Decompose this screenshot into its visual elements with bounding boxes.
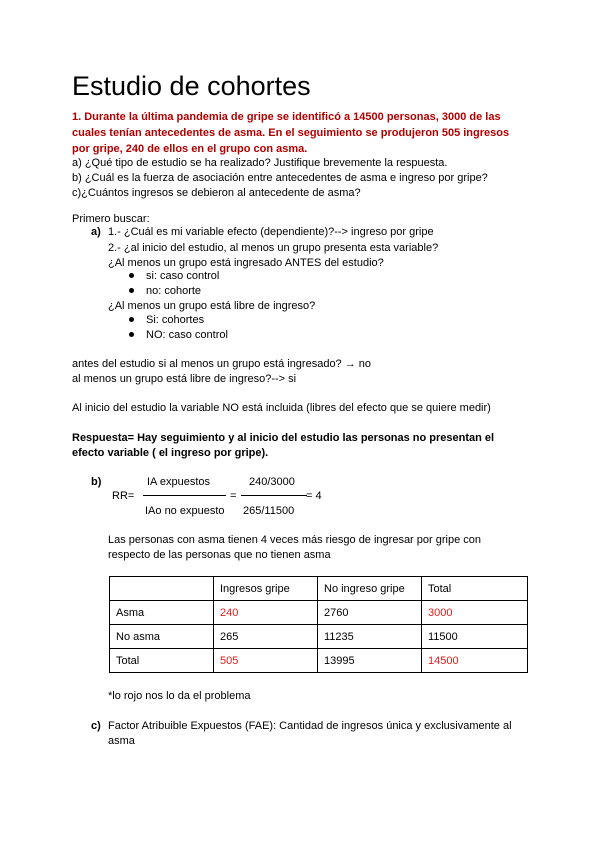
question-b: b) ¿Cuál es la fuerza de asociación entre antecedentes de asma e ingreso por gripe? <box>72 172 488 184</box>
table-row <box>110 649 528 673</box>
section-a-item-2: 2.- ¿al inicio del estudio, al menos un grupo presenta esta variable? <box>108 242 439 254</box>
note-line-1: antes del estudio si al menos un grupo está ingresado? → no <box>72 358 372 370</box>
table-cell: 14500 <box>422 649 528 673</box>
note-line-2: al menos un grupo está libre de ingreso?--> si <box>72 373 297 385</box>
table-row <box>110 601 528 625</box>
bullet-icon <box>129 273 134 278</box>
problem-line-1: 1. Durante la última pandemia de gripe se identificó a 14500 personas, 3000 de las <box>72 111 501 123</box>
section-a-item-1: 1.- ¿Cuál es mi variable efecto (dependiente)?--> ingreso por gripe <box>108 226 434 238</box>
table-cell: 240 <box>214 601 318 625</box>
table-header-cell <box>110 577 214 601</box>
table-header-cell: Total <box>422 577 528 601</box>
table-cell: 13995 <box>318 649 422 673</box>
table-cell: 11500 <box>422 625 528 649</box>
problem-line-2: cuales tenían antecedentes de asma. En el seguimiento se produjeron 505 ingresos <box>72 127 510 139</box>
fraction-line-right <box>241 495 307 496</box>
bullet-text: no: cohorte <box>146 285 202 297</box>
bullet-icon <box>129 288 134 293</box>
section-c-line-2: asma <box>108 735 135 747</box>
section-c-line-1: Factor Atribuible Expuestos (FAE): Cantidad de ingresos única y exclusivamente al <box>108 720 512 732</box>
interpretation-line-2: respecto de las personas que no tienen asma <box>108 549 331 561</box>
table-cell: 3000 <box>422 601 528 625</box>
bullet-item <box>129 268 219 284</box>
section-a-marker: a) <box>91 226 101 238</box>
contingency-table <box>109 576 528 673</box>
table-header-cell: No ingreso gripe <box>318 577 422 601</box>
row-label: Total <box>110 649 214 673</box>
table-cell: 2760 <box>318 601 422 625</box>
section-c-marker: c) <box>91 720 101 732</box>
rr-result: = 4 <box>306 490 322 502</box>
bullet-text: Si: cohortes <box>146 314 205 326</box>
page-title: Estudio de cohortes <box>72 71 311 101</box>
row-label: No asma <box>110 625 214 649</box>
answer-line-1: Respuesta= Hay seguimiento y al inicio del estudio las personas no presentan el <box>72 432 495 444</box>
question-c: c)¿Cuántos ingresos se debieron al antecedente de asma? <box>72 187 361 199</box>
ia-expuestos-label: IA expuestos <box>147 476 210 488</box>
bullet-item <box>129 327 228 343</box>
answer-line-2: efecto variable ( el ingreso por gripe). <box>72 447 269 459</box>
first-search-label: Primero buscar: <box>72 213 150 225</box>
ia-no-expuesto-label: IAo no expuesto <box>145 505 225 517</box>
table-cell: 505 <box>214 649 318 673</box>
section-b-marker: b) <box>91 476 102 488</box>
fraction-line-left <box>143 495 226 496</box>
table-header-cell: Ingresos gripe <box>214 577 318 601</box>
row-label: Asma <box>110 601 214 625</box>
section-a-question-2: ¿Al menos un grupo está libre de ingreso? <box>108 300 316 312</box>
problem-line-3: por gripe, 240 de ellos en el grupo con asma. <box>72 143 308 155</box>
interpretation-line-1: Las personas con asma tienen 4 veces más riesgo de ingresar por gripe con <box>108 534 481 546</box>
rr-label: RR= <box>112 490 135 502</box>
bullet-item <box>129 312 204 328</box>
bullet-icon <box>129 332 134 337</box>
bullet-text: si: caso control <box>146 270 220 282</box>
question-a: a) ¿Qué tipo de estudio se ha realizado? Justifique brevemente la respuesta. <box>72 157 448 169</box>
table-cell: 11235 <box>318 625 422 649</box>
fraction-numerator: 240/3000 <box>249 476 295 488</box>
bullet-icon <box>129 317 134 322</box>
bullet-text: NO: caso control <box>146 329 228 341</box>
bullet-item <box>129 283 201 299</box>
fraction-denominator: 265/11500 <box>243 505 295 517</box>
table-header-row <box>110 577 528 601</box>
note-line-3: Al inicio del estudio la variable NO está incluida (libres del efecto que se quiere medir) <box>72 402 491 414</box>
table-note: *lo rojo nos lo da el problema <box>108 690 251 702</box>
section-a-question-1: ¿Al menos un grupo está ingresado ANTES del estudio? <box>108 257 384 269</box>
table-cell: 265 <box>214 625 318 649</box>
equals-sign: = <box>230 490 237 502</box>
table-row <box>110 625 528 649</box>
